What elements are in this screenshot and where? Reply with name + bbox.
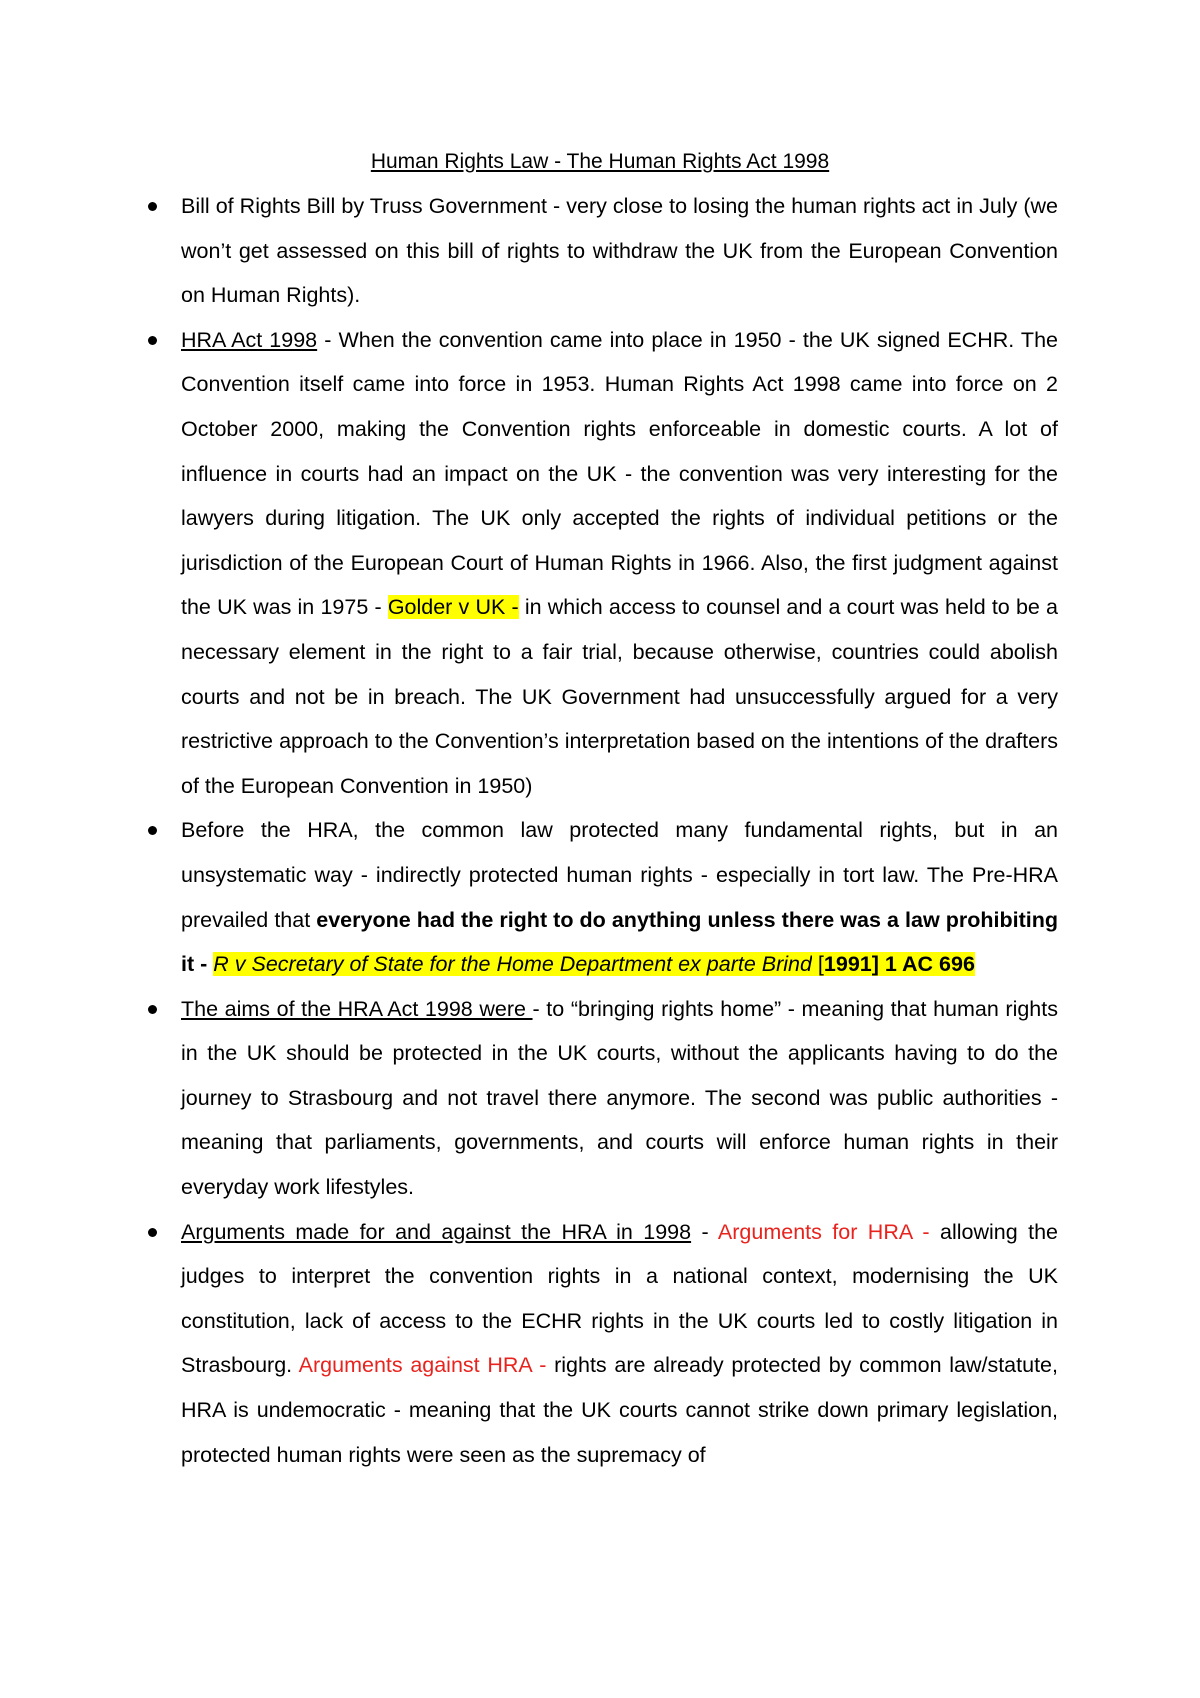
highlighted-citation: 1991] 1 AC 696 [823,952,975,977]
bullet-text: - to “bringing rights home” - meaning that human rights in the UK should be protected in the UK courts, without the applicants having to do the journey to Strasbourg and not travel there anymore. The second was public authorities - meaning that parliaments, governments, and courts will enforce human rights in their everyday work lifestyles. [181,996,1058,1200]
bullet-text: allowing the judges to interpret the convention rights in a national context, modernising the UK constitution, lack of access to the ECHR rights in the UK courts led to costly litigation in Strasbourg. [181,1219,1059,1378]
bullet-text: rights are already protected by common law/statute, HRA is undemocratic - meaning that the UK courts cannot strike down primary legislation, protected human rights were seen as the supremacy of [181,1353,1058,1467]
bullet-text: - When the convention came into place in 1950 - the UK signed ECHR. The Convention itself came into force in 1953. Human Rights Act 1998 came into force on 2 October 2000, making the Convention rights enforceable in domestic courts. A lot of influence in courts had an impact on the UK - the convention was very interesting for the lawyers during litigation. The UK only accepted the rights of individual petitions or the jurisdiction of the European Court of Human Rights in 1966. Also, the first judgment against the UK was in 1975 - [181,327,1058,620]
bullet-text: Bill of Rights Bill by Truss Government - very close to losing the human rights act in July (we won’t get assessed on this bill of rights to withdraw the UK from the European Convention on Human Rights). [181,194,1058,308]
list-item [181,184,1058,318]
arguments-against-label: Arguments against HRA - [298,1353,547,1378]
bullet-icon [148,1005,157,1014]
bullet-heading: HRA Act 1998 [181,327,318,352]
bullet-icon [148,826,157,835]
bullet-icon [148,202,157,211]
list-item [181,318,1058,809]
separator-text: - [691,1219,718,1244]
bullet-list [181,184,1058,1477]
arguments-for-label: Arguments for HRA - [717,1219,930,1244]
list-item [181,808,1058,986]
bullet-icon [148,1228,157,1237]
list-item [181,987,1058,1210]
bold-principle: everyone had the right to do anything unless there was a law prohibiting it - [181,907,1058,977]
bullet-icon [148,336,157,345]
bullet-heading: Arguments made for and against the HRA in 1998 [181,1219,692,1244]
highlighted-case-name: Golder v UK - [387,595,519,620]
list-item [181,1210,1058,1478]
page-title: Human Rights Law - The Human Rights Act 1998 [370,150,830,173]
bullet-text: Before the HRA, the common law protected many fundamental rights, but in an unsystematic way - indirectly protected human rights - especially in tort law. The Pre-HRA prevailed that [181,818,1058,932]
bullet-text: in which access to counsel and a court was held to be a necessary element in the right to a fair trial, because otherwise, countries could abolish courts and not be in breach. The UK Government had unsuccessfully argued for a very restrictive approach to the Convention’s interpretation based on the intentions of the drafters of the European Convention in 1950) [181,595,1058,798]
highlighted-case-name: R v Secretary of State for the Home Department ex parte Brind [213,952,812,977]
citation-bracket: [ [811,952,824,977]
bullet-heading: The aims of the HRA Act 1998 were [181,996,533,1021]
